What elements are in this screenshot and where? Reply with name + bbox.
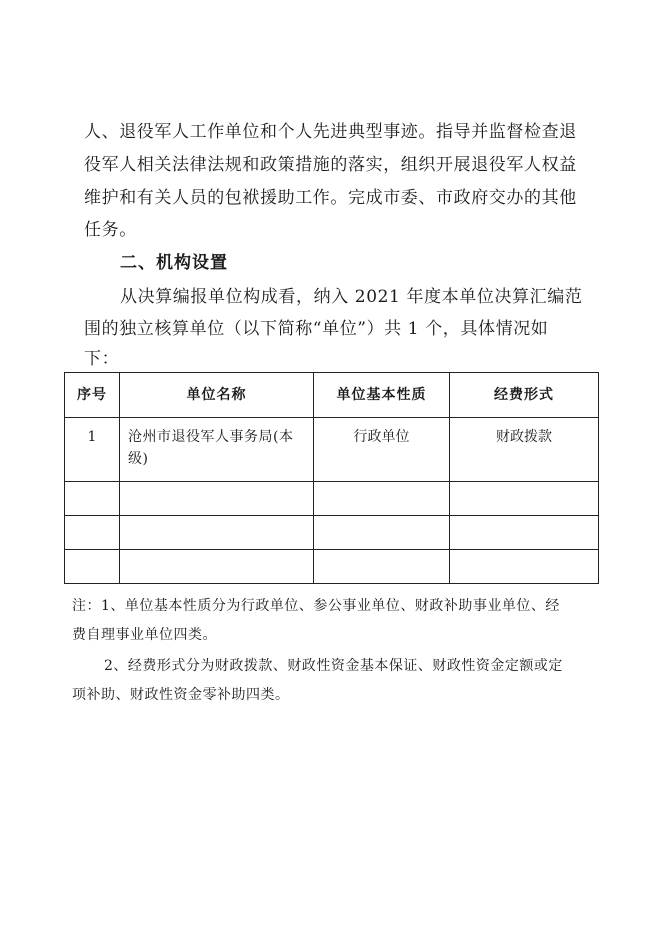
header-unit-name: 单位名称 [120,373,314,418]
body-line-1: 人、退役军人工作单位和个人先进典型事迹。指导并监督检查退 [84,122,577,142]
cell-unit-nature: 行政单位 [314,418,450,482]
unit-table [64,372,599,584]
cell-unit-name: 沧州市退役军人事务局(本级) [120,418,314,482]
cell-index: 1 [65,418,120,482]
cell-unit-name [120,482,314,516]
note-2-line-2: 项补助、财政性资金零补助四类。 [72,687,290,703]
cell-funding-type [450,550,599,584]
cell-unit-name [120,550,314,584]
note-1-line-1: 注：1、单位基本性质分为行政单位、参公事业单位、财政补助事业单位、经 [72,598,560,614]
table-row [65,550,599,584]
table-row [65,418,599,482]
header-unit-nature: 单位基本性质 [314,373,450,418]
intro-line-3: 下： [84,349,120,369]
body-line-2: 役军人相关法律法规和政策措施的落实，组织开展退役军人权益 [84,155,577,175]
intro-line-2: 围的独立核算单位（以下简称“单位”）共 1 个，具体情况如 [84,319,549,339]
cell-funding-type [450,482,599,516]
header-index: 序号 [65,373,120,418]
table-header-row [65,373,599,418]
cell-unit-name [120,516,314,550]
table-row [65,516,599,550]
cell-unit-nature [314,516,450,550]
body-line-3: 维护和有关人员的包袱援助工作。完成市委、市政府交办的其他 [84,188,577,208]
header-funding-type: 经费形式 [450,373,599,418]
section-heading: 二、机构设置 [120,253,228,273]
note-2-line-1: 2、经费形式分为财政拨款、财政性资金基本保证、财政性资金定额或定 [104,658,563,674]
cell-funding-type [450,516,599,550]
body-line-4: 任务。 [84,220,137,240]
cell-unit-nature [314,550,450,584]
cell-index [65,516,120,550]
cell-unit-nature [314,482,450,516]
cell-index [65,550,120,584]
table-row [65,482,599,516]
note-1-line-2: 费自理事业单位四类。 [72,627,217,643]
cell-index [65,482,120,516]
intro-line-1: 从决算编报单位构成看，纳入 2021 年度本单位决算汇编范 [120,287,583,307]
cell-funding-type: 财政拨款 [450,418,599,482]
